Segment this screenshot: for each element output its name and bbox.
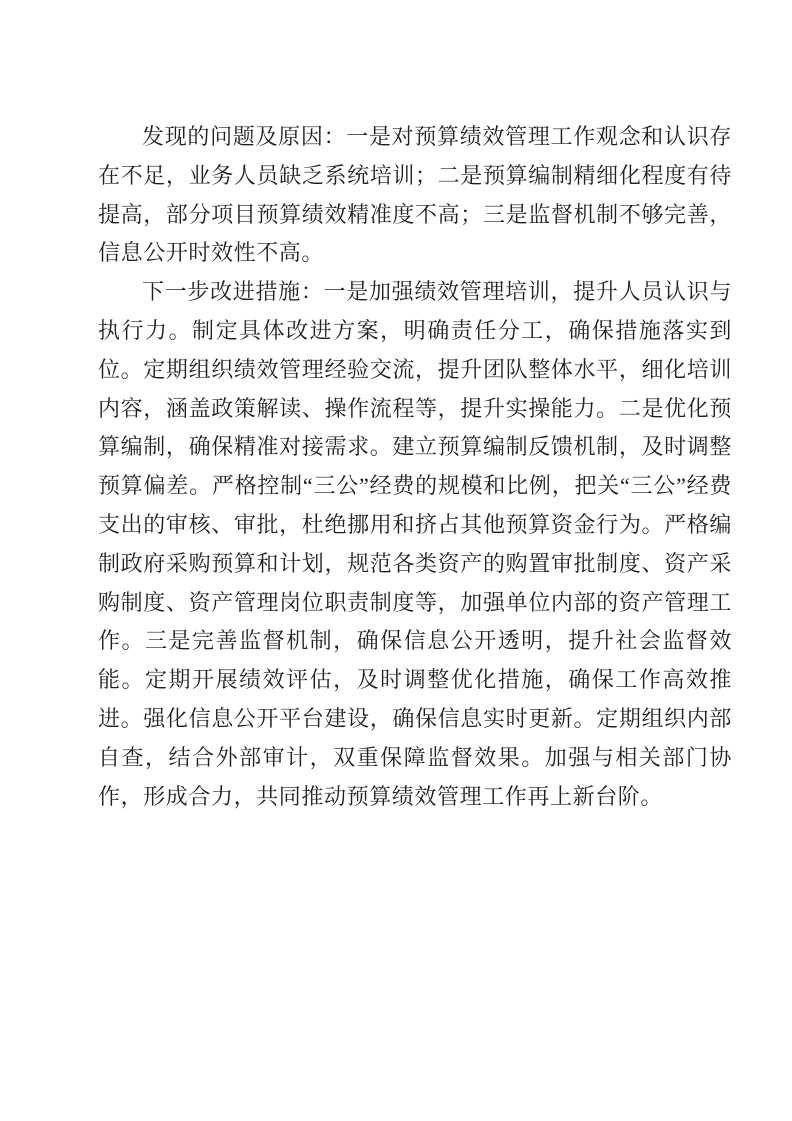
document-text-block: [98, 118, 732, 816]
paragraph-problems-and-causes: 发现的问题及原因：一是对预算绩效管理工作观念和认识存在不足，业务人员缺乏系统培训；二是预算编制精细化程度有待提高，部分项目预算绩效精准度不高；三是监督机制不够完善，信息公开时效性不高。: [98, 124, 732, 266]
paragraph-improvement-measures: 下一步改进措施：一是加强绩效管理培训，提升人员认识与执行力。制定具体改进方案，明确责任分工，确保措施落实到位。定期组织绩效管理经验交流，提升团队整体水平，细化培训内容，涵盖政策解读、操作流程等，提升实操能力。二是优化预算编制，确保精准对接需求。建立预算编制反馈机制，及时调整预算偏差。严格控制“三公”经费的规模和比例，把关“三公”经费支出的审核、审批，杜绝挪用和挤占其他预算资金行为。严格编制政府采购预算和计划，规范各类资产的购置审批制度、资产采购制度、资产管理岗位职责制度等，加强单位内部的资产管理工作。三是完善监督机制，确保信息公开透明，提升社会监督效能。定期开展绩效评估，及时调整优化措施，确保工作高效推进。强化信息公开平台建设，确保信息实时更新。定期组织内部自查，结合外部审计，双重保障监督效果。加强与相关部门协作，形成合力，共同推动预算绩效管理工作再上新台阶。: [98, 279, 732, 809]
